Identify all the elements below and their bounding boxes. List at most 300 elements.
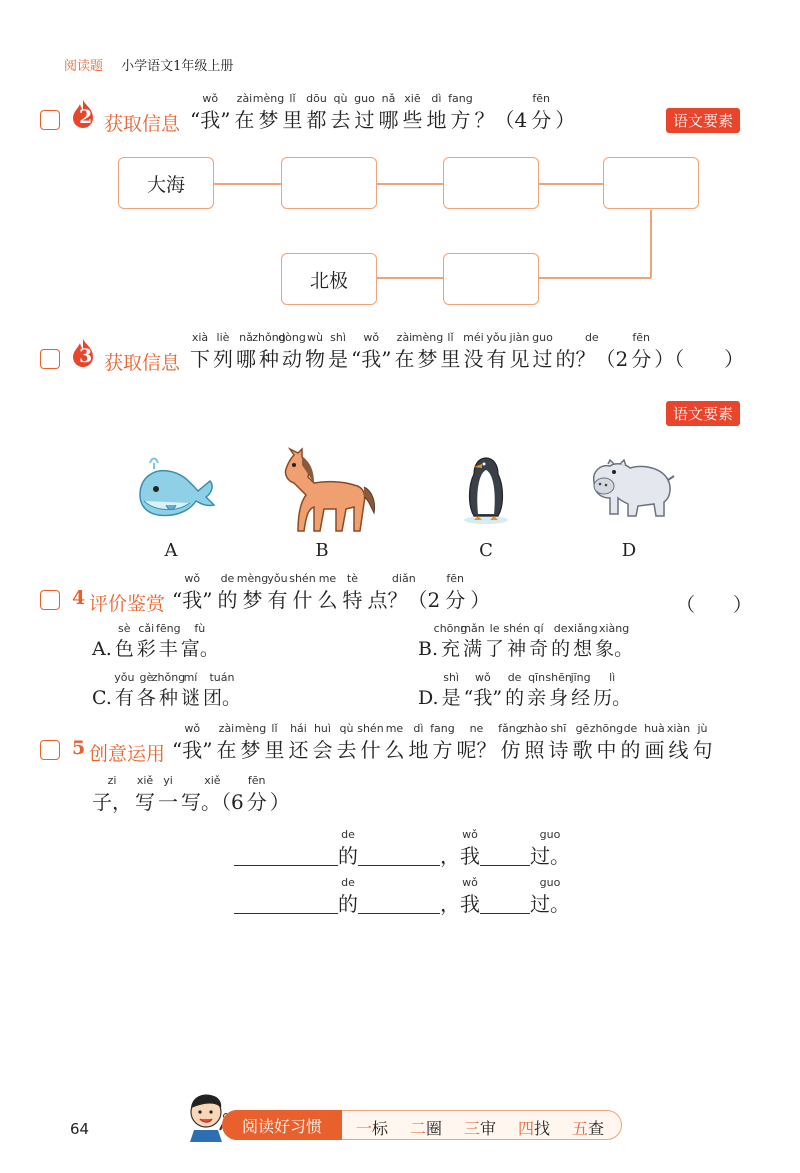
hanzi: 里 bbox=[264, 738, 285, 762]
answer-blank[interactable] bbox=[358, 893, 440, 914]
pinyin: cǎi bbox=[138, 622, 155, 635]
pinyin: guo bbox=[539, 876, 561, 889]
hanzi: 的 bbox=[620, 738, 641, 762]
ruby-char bbox=[529, 622, 549, 660]
pinyin: shén bbox=[289, 572, 316, 585]
answer-blank[interactable] bbox=[234, 845, 338, 866]
hanzi: 下 bbox=[190, 347, 210, 371]
q3-badge: 语文要素 bbox=[666, 401, 740, 426]
ruby-char bbox=[418, 640, 438, 659]
pinyin: mí bbox=[183, 671, 198, 684]
hanzi: ？（4 bbox=[474, 108, 528, 132]
hanzi: 身 bbox=[549, 687, 569, 709]
hanzi: 有 bbox=[114, 687, 134, 709]
hanzi: 种 bbox=[259, 347, 279, 371]
ruby-char bbox=[426, 92, 447, 132]
habit-step-3: 三审 bbox=[464, 1119, 497, 1138]
pinyin: chōng bbox=[433, 622, 468, 635]
hanzi: 哪 bbox=[236, 347, 256, 371]
q4-answer-paren[interactable]: （ ） bbox=[676, 594, 753, 616]
ruby-char bbox=[418, 689, 439, 708]
hanzi: 是 bbox=[441, 687, 461, 709]
ruby-char bbox=[555, 110, 575, 130]
hanzi: “我” bbox=[172, 738, 213, 762]
ruby-char bbox=[430, 722, 455, 762]
q5-checkbox[interactable] bbox=[40, 740, 60, 760]
page-number: 64 bbox=[70, 1120, 90, 1138]
punctuation: ， bbox=[440, 892, 460, 916]
ruby-char bbox=[354, 92, 375, 132]
pinyin: fǎng bbox=[498, 722, 523, 735]
hanzi: 子， bbox=[92, 790, 132, 814]
hanzi: 了 bbox=[485, 638, 505, 660]
pinyin: huì bbox=[313, 722, 331, 735]
ruby-char bbox=[190, 331, 210, 371]
option-label-b[interactable]: B bbox=[315, 540, 329, 561]
ruby-char bbox=[545, 671, 572, 709]
pinyin: qù bbox=[333, 92, 348, 105]
ruby-char bbox=[521, 722, 548, 762]
hanzi: 有 bbox=[267, 588, 288, 612]
pinyin: lì bbox=[609, 671, 616, 684]
ruby-char bbox=[527, 671, 547, 709]
connector bbox=[376, 183, 444, 185]
pinyin: diǎn bbox=[391, 572, 416, 585]
hanzi: 中 bbox=[596, 738, 617, 762]
ruby-char bbox=[330, 92, 351, 132]
ruby-char bbox=[460, 876, 480, 916]
hanzi: 富。 bbox=[180, 638, 219, 660]
q2-badge: 语文要素 bbox=[666, 108, 740, 133]
ruby-char bbox=[445, 572, 466, 612]
flow-box-blank[interactable] bbox=[281, 157, 377, 209]
pinyin: zhǒng bbox=[252, 331, 286, 344]
ruby-char bbox=[305, 331, 325, 371]
ruby-char bbox=[92, 640, 112, 659]
ruby-char bbox=[236, 331, 256, 371]
q4-option-b[interactable] bbox=[418, 622, 636, 660]
ruby-char bbox=[338, 876, 358, 916]
connector bbox=[650, 210, 652, 278]
pinyin: zi bbox=[107, 774, 117, 787]
ruby-char bbox=[666, 722, 691, 762]
habit-step-2: 二圈 bbox=[410, 1119, 443, 1138]
flow-box: 大海 bbox=[118, 157, 214, 209]
pinyin: zài bbox=[396, 331, 413, 344]
ruby-char bbox=[180, 671, 200, 709]
hanzi: 象。 bbox=[595, 638, 634, 660]
hanzi: 没 bbox=[463, 347, 484, 371]
q4-option-c[interactable] bbox=[92, 671, 244, 709]
pinyin: de bbox=[553, 622, 568, 635]
ruby-char bbox=[411, 331, 444, 371]
ruby-char bbox=[312, 722, 333, 762]
pinyin: huà bbox=[644, 722, 665, 735]
hanzi: “我” bbox=[463, 687, 503, 709]
pinyin: fang bbox=[448, 92, 473, 105]
pinyin: wǒ bbox=[462, 828, 478, 841]
pinyin: zài bbox=[218, 722, 235, 735]
pinyin: wǒ bbox=[363, 331, 380, 344]
pinyin: lǐ bbox=[447, 331, 454, 344]
pinyin: mèng bbox=[234, 722, 267, 735]
pinyin: yi bbox=[163, 774, 173, 787]
pinyin: jù bbox=[697, 722, 708, 735]
ruby-char bbox=[530, 876, 570, 916]
pinyin: zài bbox=[236, 92, 253, 105]
ruby-char bbox=[456, 722, 497, 762]
flow-box-blank[interactable] bbox=[443, 253, 539, 305]
q2-label: 获取信息 bbox=[104, 113, 181, 135]
hanzi: 里 bbox=[440, 347, 461, 371]
connector bbox=[538, 183, 604, 185]
q2-number: 2 bbox=[79, 106, 93, 128]
hanzi: 哪 bbox=[378, 108, 399, 132]
hanzi: 历。 bbox=[593, 687, 632, 709]
ruby-char bbox=[213, 331, 233, 371]
hanzi: 都 bbox=[306, 108, 327, 132]
answer-blank[interactable] bbox=[234, 893, 338, 914]
hanzi: 充 bbox=[441, 638, 461, 660]
hanzi: 神 bbox=[507, 638, 527, 660]
q3-question-text bbox=[190, 331, 747, 371]
ruby-char bbox=[351, 331, 392, 371]
ruby-char bbox=[282, 92, 303, 132]
flow-box-blank[interactable] bbox=[443, 157, 539, 209]
pinyin: ne bbox=[469, 722, 484, 735]
pinyin: le bbox=[489, 622, 500, 635]
ruby-char bbox=[202, 671, 241, 709]
ruby-char bbox=[264, 722, 285, 762]
hanzi: 画 bbox=[644, 738, 665, 762]
ruby-char bbox=[181, 774, 244, 814]
ruby-char bbox=[485, 622, 505, 660]
hanzi: 过 bbox=[532, 347, 553, 371]
ruby-char bbox=[155, 622, 181, 660]
hanzi: 梦 bbox=[242, 588, 263, 612]
hanzi: 谜 bbox=[180, 687, 200, 709]
answer-blank[interactable] bbox=[480, 893, 530, 914]
ruby-char bbox=[342, 572, 363, 612]
pinyin: yǒu bbox=[267, 572, 288, 585]
hanzi: 满 bbox=[463, 638, 483, 660]
pinyin: guo bbox=[532, 331, 553, 344]
pinyin: shén bbox=[357, 722, 384, 735]
ruby-char bbox=[136, 671, 156, 709]
pinyin: guo bbox=[354, 92, 375, 105]
pinyin: fēng bbox=[155, 622, 181, 635]
connector bbox=[212, 183, 282, 185]
pinyin: zhǒng bbox=[151, 671, 186, 684]
pinyin: mèng bbox=[411, 331, 444, 344]
pinyin: gè bbox=[139, 671, 154, 684]
pinyin: shì bbox=[443, 671, 459, 684]
q5-blank-sentence-2[interactable] bbox=[234, 876, 570, 916]
ruby-char bbox=[509, 331, 530, 371]
ruby-char bbox=[190, 92, 231, 132]
hanzi: 亲 bbox=[527, 687, 547, 709]
hanzi: 有 bbox=[486, 347, 507, 371]
ruby-char bbox=[180, 622, 219, 660]
ruby-char bbox=[548, 722, 569, 762]
option-label-c[interactable]: C bbox=[479, 540, 493, 561]
hanzi: 的 bbox=[217, 588, 238, 612]
answer-blank[interactable] bbox=[358, 845, 440, 866]
hanzi: ）（ ） bbox=[654, 347, 745, 371]
hanzi: 写 bbox=[135, 790, 155, 814]
hanzi: 过 bbox=[354, 108, 375, 132]
hanzi: “我” bbox=[190, 108, 231, 132]
ruby-char bbox=[530, 828, 570, 868]
q4-number: 4 bbox=[72, 587, 86, 609]
q4-label: 评价鉴赏 bbox=[89, 593, 166, 615]
ruby-char bbox=[402, 92, 423, 132]
ruby-char bbox=[486, 331, 507, 371]
hanzi: 动 bbox=[282, 347, 302, 371]
ruby-char bbox=[158, 774, 178, 814]
pinyin: me bbox=[318, 572, 337, 585]
ruby-char bbox=[408, 722, 429, 762]
pinyin: lǐ bbox=[289, 92, 296, 105]
hanzi: 会 bbox=[312, 738, 333, 762]
hanzi: 分 bbox=[631, 347, 652, 371]
hanzi: B. bbox=[418, 638, 439, 660]
ruby-char bbox=[654, 349, 744, 369]
ruby-char bbox=[278, 331, 306, 371]
pinyin: wǒ bbox=[184, 722, 201, 735]
ruby-char bbox=[593, 671, 632, 709]
hanzi: 句 bbox=[692, 738, 713, 762]
hanzi: A. bbox=[92, 638, 112, 660]
pinyin: nǎ bbox=[381, 92, 396, 105]
ruby-char bbox=[317, 572, 338, 612]
hanzi: 分 bbox=[445, 588, 466, 612]
option-label-a[interactable]: A bbox=[164, 540, 178, 561]
ruby-char bbox=[551, 622, 571, 660]
hanzi: 梦 bbox=[240, 738, 261, 762]
ruby-char bbox=[289, 572, 316, 612]
hanzi: 在 bbox=[216, 738, 237, 762]
q3-checkbox[interactable] bbox=[40, 349, 60, 369]
hanzi: 的 bbox=[551, 638, 571, 660]
ruby-char bbox=[288, 722, 309, 762]
ruby-char bbox=[448, 92, 473, 132]
ruby-char bbox=[92, 774, 132, 814]
answer-blank[interactable] bbox=[480, 845, 530, 866]
pinyin: shēn bbox=[545, 671, 572, 684]
hanzi: 什 bbox=[360, 738, 381, 762]
pinyin: xiē bbox=[404, 92, 421, 105]
ruby-char bbox=[433, 622, 468, 660]
pinyin: xià bbox=[191, 331, 209, 344]
hanzi: 的 bbox=[505, 687, 525, 709]
pinyin: shén bbox=[503, 622, 530, 635]
hanzi: 分 bbox=[531, 108, 552, 132]
hanzi: 分 bbox=[246, 790, 267, 814]
ruby-char bbox=[505, 671, 525, 709]
ruby-char bbox=[270, 792, 290, 812]
punctuation: ， bbox=[440, 844, 460, 868]
ruby-char bbox=[172, 722, 213, 762]
ruby-char bbox=[306, 92, 327, 132]
header-category: 阅读题 bbox=[64, 59, 104, 74]
option-label-d[interactable]: D bbox=[621, 540, 637, 561]
ruby-char bbox=[620, 722, 641, 762]
ruby-char bbox=[114, 622, 134, 660]
hanzi: 种 bbox=[158, 687, 178, 709]
ruby-char bbox=[441, 671, 461, 709]
pinyin: mǎn bbox=[460, 622, 485, 635]
ruby-char bbox=[367, 572, 441, 612]
hanzi: 梦 bbox=[258, 108, 279, 132]
ruby-char bbox=[460, 622, 485, 660]
pinyin: tuán bbox=[209, 671, 235, 684]
ruby-char bbox=[92, 689, 112, 708]
pinyin: hái bbox=[290, 722, 307, 735]
pinyin: nǎ bbox=[239, 331, 253, 344]
hanzi: 写。（6 bbox=[181, 790, 244, 814]
hanzi: 是 bbox=[328, 347, 348, 371]
hanzi: 在 bbox=[394, 347, 415, 371]
pinyin: xiàng bbox=[598, 622, 630, 635]
habit-title: 阅读好习惯 bbox=[222, 1110, 342, 1140]
ruby-char bbox=[135, 774, 155, 814]
q4-checkbox[interactable] bbox=[40, 590, 60, 610]
ruby-char bbox=[234, 722, 267, 762]
pinyin: dòng bbox=[278, 331, 306, 344]
ruby-char bbox=[357, 722, 384, 762]
q2-checkbox[interactable] bbox=[40, 110, 60, 130]
ruby-char bbox=[217, 572, 238, 612]
q5-label: 创意运用 bbox=[89, 743, 166, 765]
hanzi: 见 bbox=[509, 347, 530, 371]
ruby-char bbox=[338, 828, 358, 868]
ruby-char bbox=[498, 722, 523, 762]
hanzi: 团。 bbox=[202, 687, 241, 709]
pinyin: yǒu bbox=[486, 331, 507, 344]
q5-question-line2 bbox=[92, 774, 293, 814]
hanzi: 我 bbox=[460, 892, 480, 916]
hanzi: “我” bbox=[172, 588, 213, 612]
pinyin: me bbox=[385, 722, 404, 735]
pinyin: tè bbox=[346, 572, 358, 585]
pinyin: de bbox=[507, 671, 522, 684]
hanzi: 过。 bbox=[530, 892, 570, 916]
header-book: 小学语文1年级上册 bbox=[121, 59, 234, 74]
pinyin: jīng bbox=[570, 671, 591, 684]
hanzi: 物 bbox=[305, 347, 325, 371]
ruby-char bbox=[336, 722, 357, 762]
hanzi: 列 bbox=[213, 347, 233, 371]
pinyin: qù bbox=[339, 722, 354, 735]
pinyin: dì bbox=[413, 722, 424, 735]
pinyin: fēn bbox=[632, 331, 650, 344]
hanzi: 的 bbox=[338, 844, 358, 868]
pinyin: fēn bbox=[247, 774, 266, 787]
ruby-char bbox=[378, 92, 399, 132]
hanzi: 线 bbox=[668, 738, 689, 762]
hanzi: 去 bbox=[336, 738, 357, 762]
hanzi: 各 bbox=[136, 687, 156, 709]
ruby-char bbox=[328, 331, 348, 371]
hanzi: 么 bbox=[317, 588, 338, 612]
ruby-char bbox=[589, 722, 624, 762]
q4-option-a[interactable] bbox=[92, 622, 222, 660]
ruby-char bbox=[570, 671, 591, 709]
hanzi: ） bbox=[470, 588, 491, 612]
ruby-char bbox=[151, 671, 186, 709]
hanzi: 歌 bbox=[572, 738, 593, 762]
student-mascot-icon bbox=[186, 1090, 228, 1142]
pinyin: xiě bbox=[204, 774, 221, 787]
ruby-char bbox=[644, 722, 665, 762]
hanzi: 点？（2 bbox=[367, 588, 441, 612]
q5-blank-sentence-1[interactable] bbox=[234, 828, 570, 868]
ruby-char bbox=[463, 671, 503, 709]
pinyin: de bbox=[623, 722, 638, 735]
hanzi: D. bbox=[418, 687, 439, 709]
pinyin: zhōng bbox=[589, 722, 624, 735]
pinyin: wù bbox=[307, 331, 323, 344]
hanzi: 还 bbox=[288, 738, 309, 762]
pinyin: qīn bbox=[528, 671, 546, 684]
pinyin: xiǎng bbox=[567, 622, 598, 635]
pinyin: gē bbox=[575, 722, 590, 735]
pinyin: xiě bbox=[136, 774, 154, 787]
hanzi: 我 bbox=[460, 844, 480, 868]
hanzi: 方 bbox=[450, 108, 471, 132]
hanzi: 照 bbox=[524, 738, 545, 762]
ruby-char bbox=[595, 622, 634, 660]
q3-number: 3 bbox=[79, 345, 93, 367]
hanzi: 里 bbox=[282, 108, 303, 132]
pinyin: wǒ bbox=[184, 572, 201, 585]
hanzi: 地 bbox=[408, 738, 429, 762]
hanzi: 色 bbox=[114, 638, 134, 660]
pinyin: de bbox=[341, 876, 355, 889]
pinyin: zhào bbox=[521, 722, 548, 735]
ruby-char bbox=[572, 722, 593, 762]
hanzi: ） bbox=[269, 790, 290, 814]
flow-box-blank[interactable] bbox=[603, 157, 699, 209]
q4-option-d[interactable] bbox=[418, 671, 634, 709]
hanzi: 特 bbox=[342, 588, 363, 612]
ruby-char bbox=[172, 572, 213, 612]
pinyin: de bbox=[341, 828, 355, 841]
ruby-char bbox=[532, 331, 553, 371]
hanzi: 奇 bbox=[529, 638, 549, 660]
pinyin: wǒ bbox=[474, 671, 491, 684]
hanzi: 丰 bbox=[158, 638, 178, 660]
pinyin: dì bbox=[431, 92, 442, 105]
ruby-char bbox=[460, 828, 480, 868]
hanzi: 些 bbox=[402, 108, 423, 132]
ruby-char bbox=[136, 622, 156, 660]
connector bbox=[376, 277, 444, 279]
pinyin: de bbox=[220, 572, 235, 585]
ruby-char bbox=[114, 671, 135, 709]
ruby-char bbox=[246, 774, 267, 814]
hanzi: 去 bbox=[330, 108, 351, 132]
pinyin: méi bbox=[463, 331, 484, 344]
page-header bbox=[64, 55, 233, 74]
pinyin: jiàn bbox=[509, 331, 530, 344]
pinyin: wǒ bbox=[462, 876, 478, 889]
ruby-char bbox=[234, 92, 255, 132]
pinyin: guo bbox=[539, 828, 561, 841]
pinyin: yǒu bbox=[114, 671, 135, 684]
pinyin: wǒ bbox=[202, 92, 219, 105]
